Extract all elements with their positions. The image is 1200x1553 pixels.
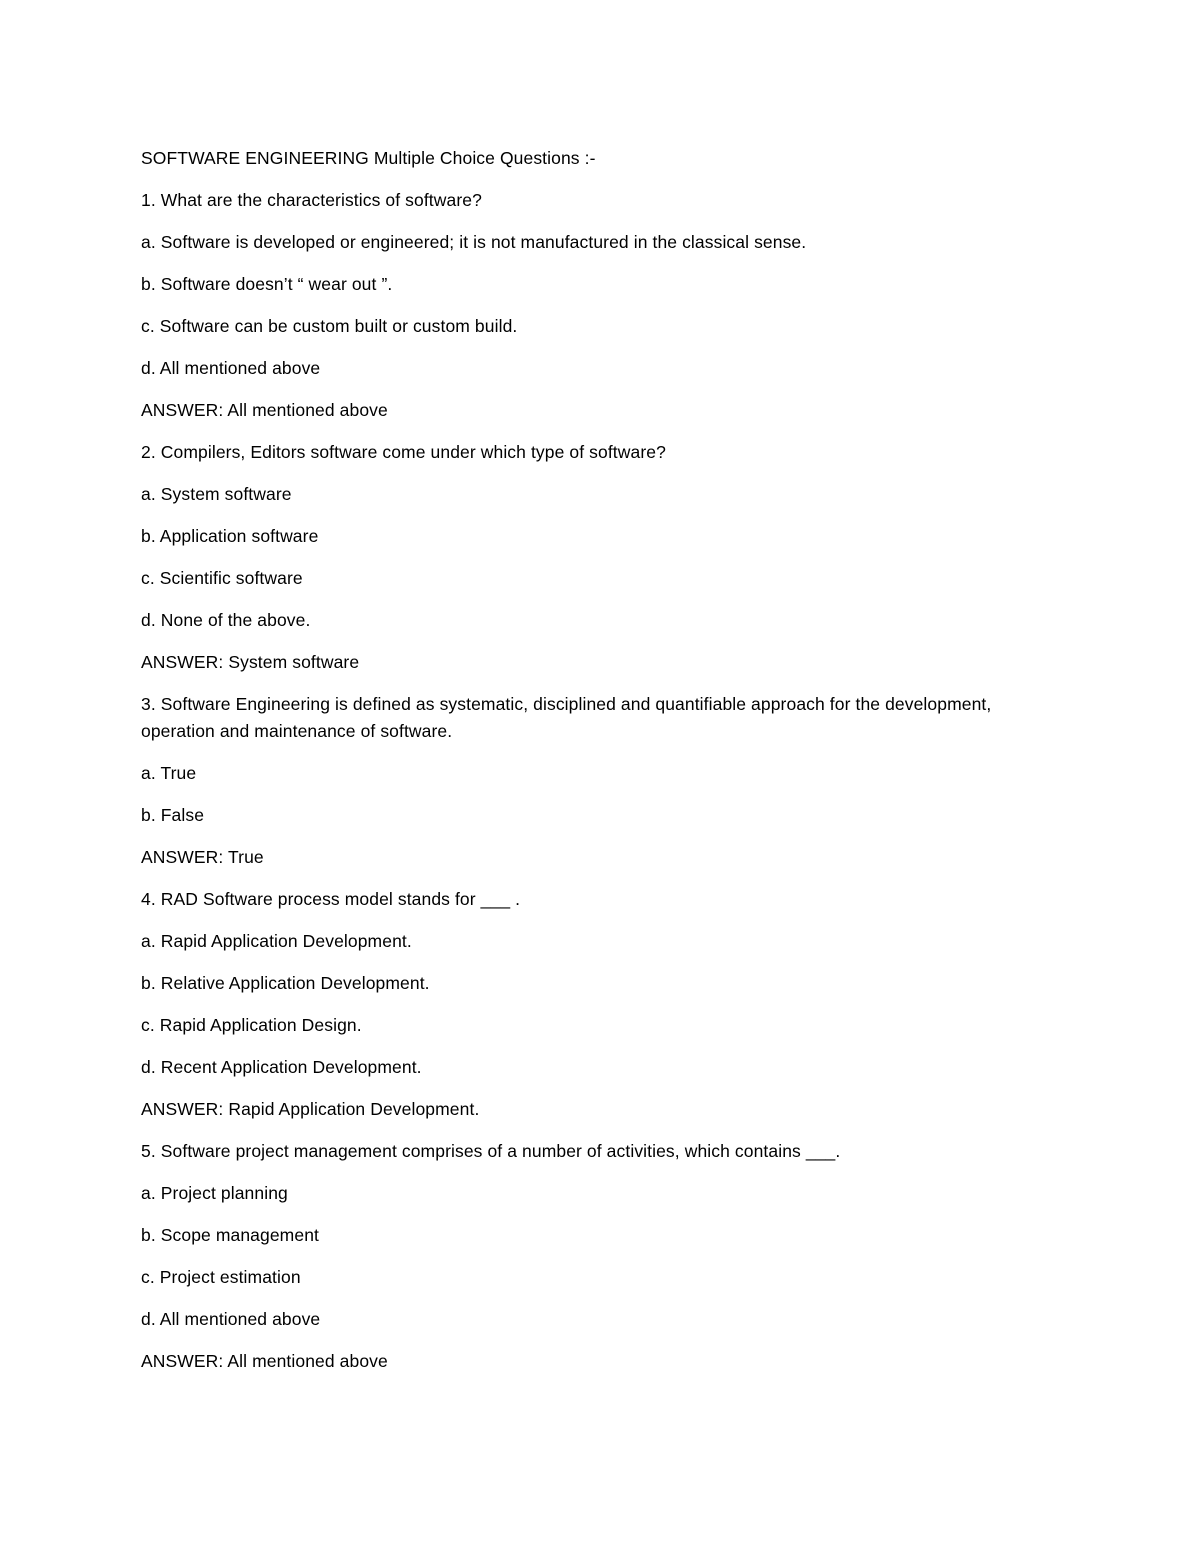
question-3: 3. Software Engineering is defined as systematic, disciplined and quantifiable approach for the development, operation and maintenance of software. xyxy=(141,694,992,741)
question-3-option-a: a. True xyxy=(141,763,197,783)
question-4-option-b: b. Relative Application Development. xyxy=(141,973,430,993)
question-1: 1. What are the characteristics of software? xyxy=(141,190,482,210)
question-5-answer: ANSWER: All mentioned above xyxy=(141,1351,388,1371)
question-4-answer: ANSWER: Rapid Application Development. xyxy=(141,1099,480,1119)
question-4-option-c: c. Rapid Application Design. xyxy=(141,1015,362,1035)
question-5-option-b: b. Scope management xyxy=(141,1225,319,1245)
question-1-option-d: d. All mentioned above xyxy=(141,358,321,378)
question-4: 4. RAD Software process model stands for ___ . xyxy=(141,889,521,909)
document-title: SOFTWARE ENGINEERING Multiple Choice Questions :- xyxy=(141,148,596,168)
question-3-option-b: b. False xyxy=(141,805,205,825)
question-2-answer: ANSWER: System software xyxy=(141,652,360,672)
document-body xyxy=(141,145,1021,1390)
question-5-option-c: c. Project estimation xyxy=(141,1267,301,1287)
question-2: 2. Compilers, Editors software come under which type of software? xyxy=(141,442,666,462)
question-2-option-c: c. Scientific software xyxy=(141,568,303,588)
question-2-option-d: d. None of the above. xyxy=(141,610,311,630)
question-1-answer: ANSWER: All mentioned above xyxy=(141,400,388,420)
question-1-option-c: c. Software can be custom built or custom build. xyxy=(141,316,518,336)
question-5: 5. Software project management comprises of a number of activities, which contains ___. xyxy=(141,1141,841,1161)
question-4-option-d: d. Recent Application Development. xyxy=(141,1057,422,1077)
question-5-option-d: d. All mentioned above xyxy=(141,1309,321,1329)
question-2-option-b: b. Application software xyxy=(141,526,319,546)
question-1-option-b: b. Software doesn’t “ wear out ”. xyxy=(141,274,393,294)
question-2-option-a: a. System software xyxy=(141,484,292,504)
question-5-option-a: a. Project planning xyxy=(141,1183,288,1203)
question-1-option-a: a. Software is developed or engineered; it is not manufactured in the classical sense. xyxy=(141,232,807,252)
question-3-answer: ANSWER: True xyxy=(141,847,264,867)
question-4-option-a: a. Rapid Application Development. xyxy=(141,931,412,951)
